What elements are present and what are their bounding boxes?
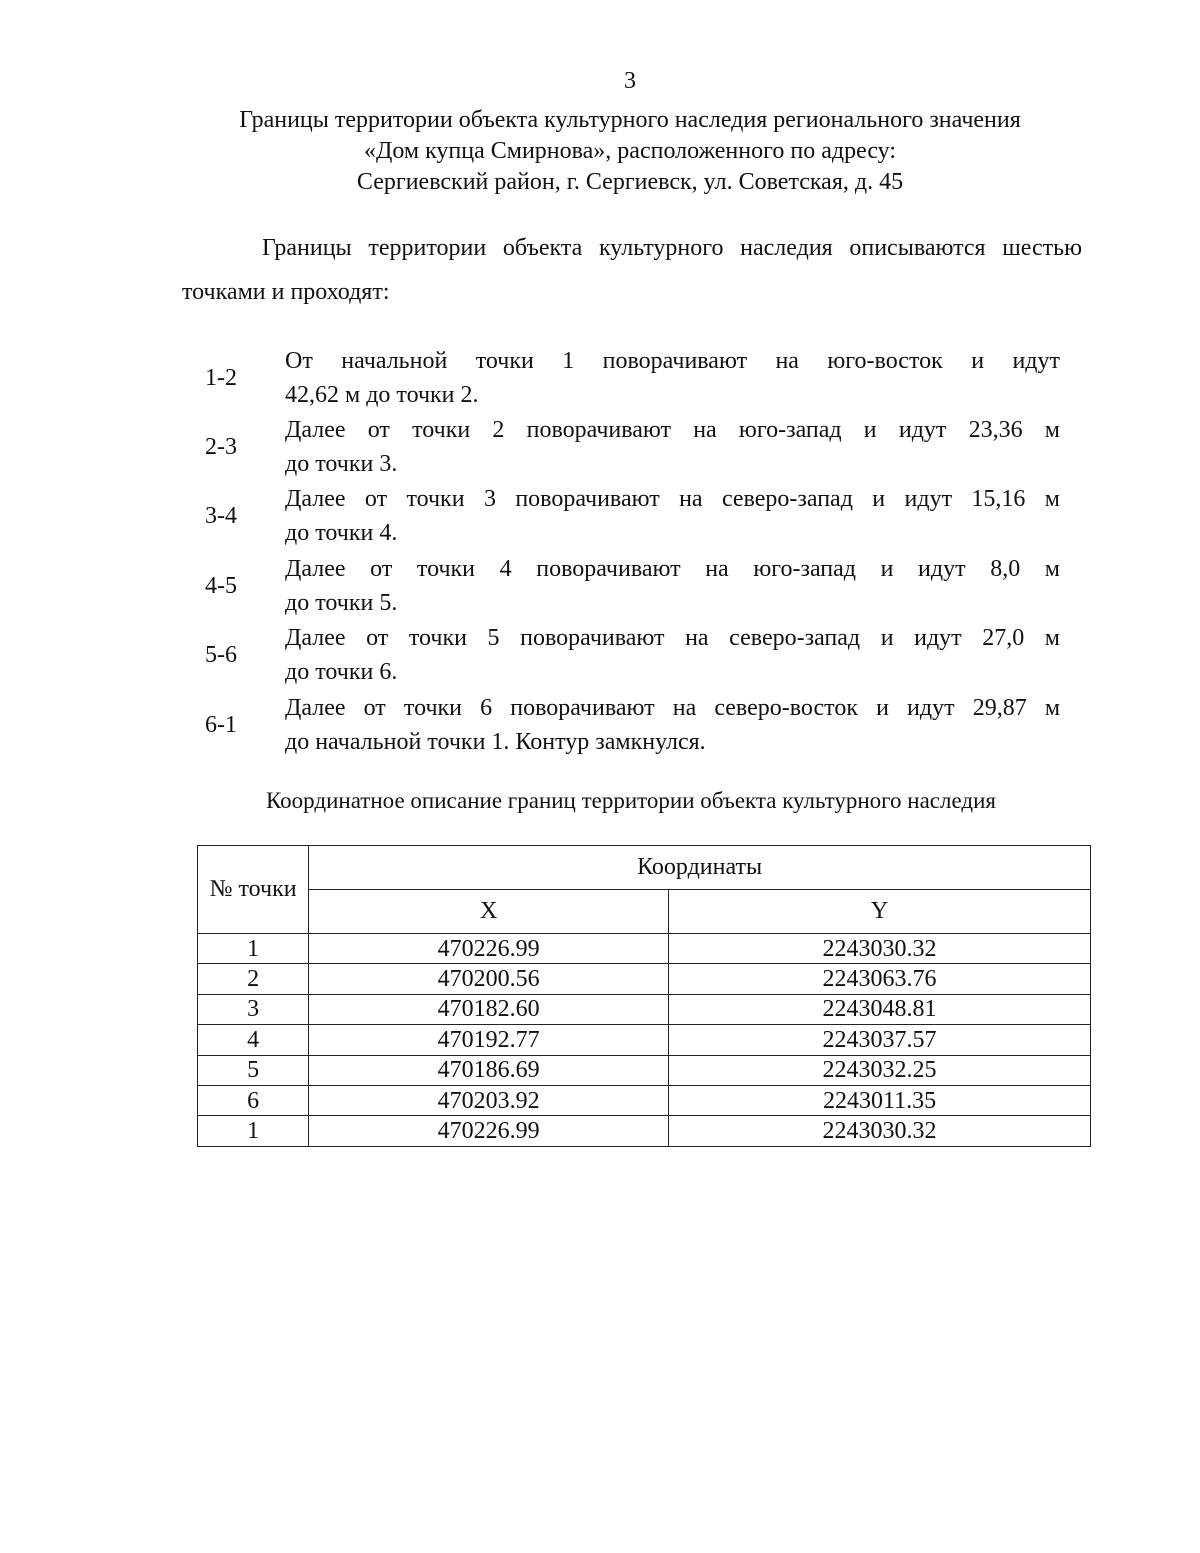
cell-point: 1 — [198, 934, 309, 964]
table-row — [198, 994, 1091, 1024]
cell-y: 2243030.32 — [669, 1116, 1091, 1146]
table-header-row — [198, 890, 1091, 934]
boundary-segment — [205, 551, 1060, 620]
boundary-segment — [205, 482, 1060, 551]
segment-line: Далее от точки 5 поворачивают на северо-запад и идут 27,0 м — [285, 625, 1060, 652]
boundary-segment — [205, 621, 1060, 690]
coordinates-table — [197, 845, 1091, 1147]
segment-description — [285, 621, 1060, 689]
segment-label: 3-4 — [205, 503, 237, 530]
segment-line: 42,62 м до точки 2. — [285, 381, 479, 408]
cell-point: 1 — [198, 1116, 309, 1146]
cell-point: 3 — [198, 994, 309, 1024]
boundary-segment — [205, 343, 1060, 412]
segment-line: до начальной точки 1. Контур замкнулся. — [285, 728, 706, 755]
intro-line: Границы территории объекта культурного наследия описываются шестью — [262, 235, 1082, 261]
title-line: Сергиевский район, г. Сергиевск, ул. Советская, д. 45 — [356, 169, 904, 195]
segment-line: От начальной точки 1 поворачивают на юго-восток и идут — [285, 347, 1060, 374]
table-row — [198, 1025, 1091, 1055]
segment-line: до точки 6. — [285, 659, 398, 686]
cell-y: 2243048.81 — [669, 994, 1091, 1024]
table-row — [198, 934, 1091, 964]
segment-line: Далее от точки 6 поворачивают на северо-восток и идут 29,87 м — [285, 694, 1060, 721]
header-coordinates: Координаты — [309, 846, 1091, 890]
header-x: X — [309, 890, 669, 934]
segment-description — [285, 482, 1060, 550]
coordinates-caption: Координатное описание границ территории объекта культурного наследия — [265, 788, 996, 813]
cell-point: 6 — [198, 1085, 309, 1115]
intro-line: точками и проходят: — [182, 279, 390, 305]
segment-description — [285, 691, 1060, 759]
segment-line: Далее от точки 2 поворачивают на юго-запад и идут 23,36 м — [285, 417, 1060, 444]
table-row — [198, 1055, 1091, 1085]
cell-x: 470200.56 — [309, 964, 669, 994]
cell-y: 2243011.35 — [669, 1085, 1091, 1115]
segment-label: 1-2 — [205, 364, 237, 391]
boundary-segment — [205, 690, 1060, 759]
cell-point: 5 — [198, 1055, 309, 1085]
segment-line: до точки 4. — [285, 520, 398, 547]
cell-y: 2243037.57 — [669, 1025, 1091, 1055]
segment-line: до точки 3. — [285, 451, 398, 478]
segment-label: 2-3 — [205, 434, 237, 461]
title-line: Границы территории объекта культурного наследия регионального значения — [239, 107, 1021, 133]
cell-x: 470203.92 — [309, 1085, 669, 1115]
segment-line: до точки 5. — [285, 589, 398, 616]
cell-point: 2 — [198, 964, 309, 994]
cell-x: 470226.99 — [309, 1116, 669, 1146]
cell-x: 470192.77 — [309, 1025, 669, 1055]
segment-label: 4-5 — [205, 572, 237, 599]
document-title — [130, 105, 1130, 198]
segment-line: Далее от точки 4 поворачивают на юго-запад и идут 8,0 м — [285, 555, 1060, 582]
boundary-segments — [205, 343, 1060, 759]
table-row — [198, 1085, 1091, 1115]
title-line: «Дом купца Смирнова», расположенного по адресу: — [363, 138, 897, 164]
cell-y: 2243030.32 — [669, 934, 1091, 964]
cell-point: 4 — [198, 1025, 309, 1055]
boundary-segment — [205, 412, 1060, 481]
table-header-row — [198, 846, 1091, 890]
intro-paragraph — [182, 226, 1082, 314]
cell-x: 470226.99 — [309, 934, 669, 964]
table-row — [198, 964, 1091, 994]
cell-y: 2243063.76 — [669, 964, 1091, 994]
segment-description — [285, 344, 1060, 412]
segment-line: Далее от точки 3 поворачивают на северо-запад и идут 15,16 м — [285, 486, 1060, 513]
table-row — [198, 1116, 1091, 1146]
cell-x: 470186.69 — [309, 1055, 669, 1085]
segment-label: 5-6 — [205, 642, 237, 669]
header-point-number: № точки — [198, 846, 309, 934]
segment-label: 6-1 — [205, 711, 237, 738]
segment-description — [285, 413, 1060, 481]
header-y: Y — [669, 890, 1091, 934]
cell-x: 470182.60 — [309, 994, 669, 1024]
segment-description — [285, 552, 1060, 620]
page-number: 3 — [624, 68, 636, 94]
cell-y: 2243032.25 — [669, 1055, 1091, 1085]
